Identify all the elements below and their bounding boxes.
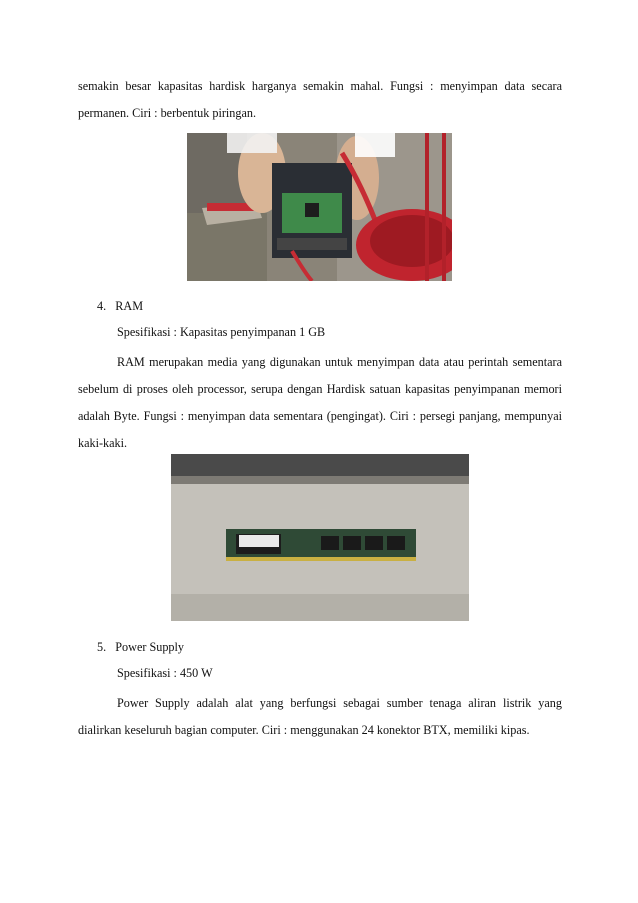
- item-4-spec: Spesifikasi : Kapasitas penyimpanan 1 GB: [117, 325, 326, 339]
- item-number: 5.: [97, 640, 107, 654]
- item-title: Power Supply: [115, 640, 185, 654]
- item-number: 4.: [97, 299, 107, 313]
- item-5-spec: Spesifikasi : 450 W: [117, 666, 213, 680]
- item-title: RAM: [115, 299, 144, 313]
- item-4-heading: [97, 298, 143, 314]
- hardisk-photo: [187, 133, 452, 281]
- ram-photo: [171, 454, 469, 621]
- hardisk-description: semakin besar kapasitas hardisk harganya semakin mahal. Fungsi : menyimpan data secara permanen. Ciri : berbentuk piringan.: [78, 79, 562, 120]
- power-supply-description: Power Supply adalah alat yang berfungsi sebagai sumber tenaga aliran listrik yang dialirkan keseluruh bagian computer. Ciri : menggunakan 24 konektor BTX, memiliki kipas.: [78, 696, 562, 737]
- item-5-heading: [97, 639, 184, 655]
- ram-description: RAM merupakan media yang digunakan untuk menyimpan data atau perintah sementara sebelum di proses oleh processor, serupa dengan Hardisk satuan kapasitas penyimpanan memori adalah Byte. Fungsi : menyimpan data sementara (pengingat). Ciri : persegi panjang, mempunyai kaki-kaki.: [78, 355, 562, 450]
